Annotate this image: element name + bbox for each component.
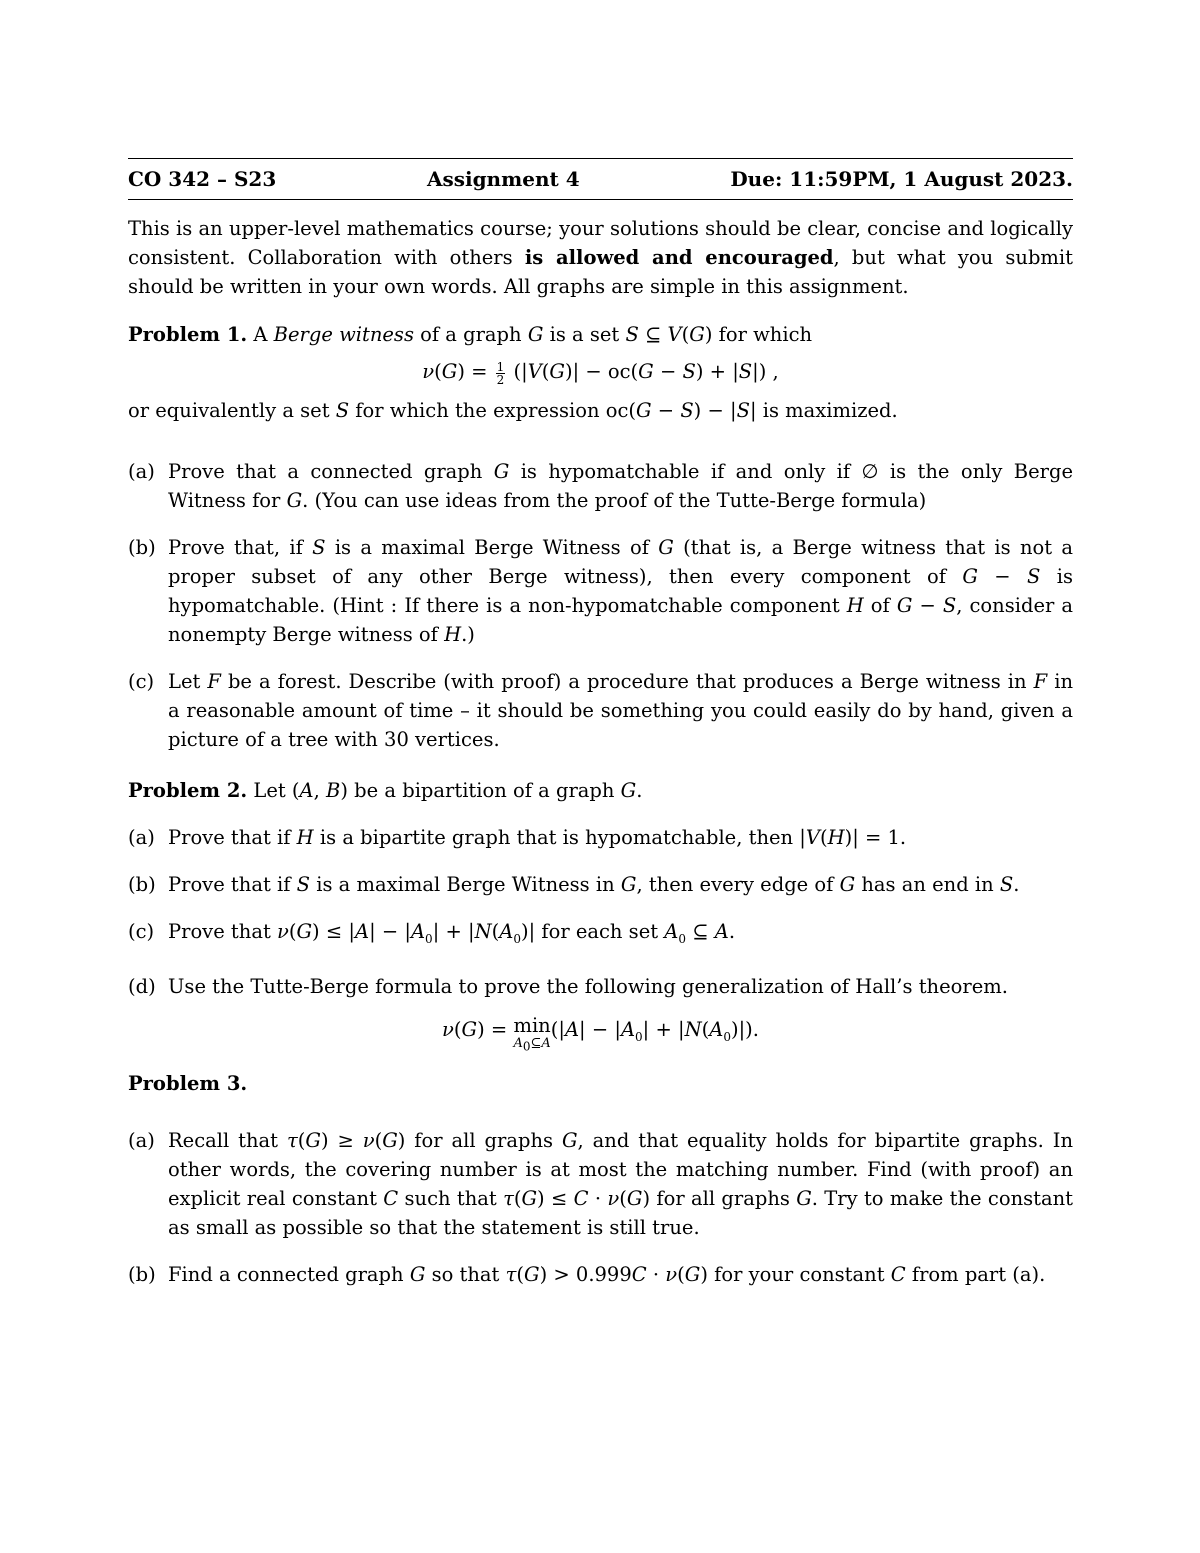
- problem-1b: (b) Prove that, if S is a maximal Berge Witness of G (that is, a Berge witness that is not a proper subset of any other Berge witness), then every component of G − S is hypomatchable. (Hint : If there is a non-hypomatchable component H of G − S, consider a nonempty Berge witness of H.): [128, 536, 1074, 646]
- document-page: [128, 158, 1073, 1289]
- problem-2: [128, 776, 1073, 1053]
- assignment-title: Assignment 4: [426, 166, 580, 191]
- problem-1a: (a) Prove that a connected graph G is hypomatchable if and only if ∅ is the only Berge Witness for G. (You can use ideas from the proof of the Tutte-Berge formula): [128, 460, 1073, 512]
- problem-2b: (b) Prove that if S is a maximal Berge Witness in G, then every edge of G has an end in S.: [128, 873, 1020, 896]
- problem-2c: (c) Prove that $\nu(G) \le |A| - |A_0| + |N(A_0)|$ for each set $A_0$ ⊆ A.: [128, 920, 736, 946]
- bottom-rule: [128, 199, 1073, 200]
- intro-emphasis: is allowed and encouraged: [524, 246, 834, 269]
- problem-1: [128, 320, 1073, 754]
- problem-2d: (d) Use the Tutte-Berge formula to prove the following generalization of Hall’s theorem.: [128, 974, 1008, 998]
- course-code: CO 342 – S23: [128, 166, 277, 191]
- problem-1-title: Problem 1.: [128, 323, 248, 346]
- problem-3-title: Problem 3.: [128, 1072, 248, 1096]
- problem-1c: (c) Let F be a forest. Describe (with proof) a procedure that produces a Berge witness in F in a reasonable amount of time – it should be something you could easily do by hand, given a picture of a tree with 30 vertices.: [128, 670, 1074, 751]
- problem-1-statement: Problem 1. A Berge witness of a graph G is a set S ⊆ V(G) for which: [128, 323, 813, 346]
- problem-3a: (a) Recall that τ(G) ≥ ν(G) for all graphs G, and that equality holds for bipartite graphs. In other words, the covering number is at most the matching number. Find (with proof) an explicit real constant C such that τ(G) ≤ C · ν(G) for all graphs G. Try to make the constant as small as possible so that the statement is still true.: [128, 1129, 1073, 1240]
- problem-1-equivalent: or equivalently a set S for which the expression oc(G − S) − |S| is maximized.: [128, 399, 898, 422]
- problem-2-statement: Problem 2. Let (A, B) be a bipartition of a graph G.: [128, 779, 643, 802]
- hall-formula: ν(G) = min $A_0⊆A$ $(|A| - |A_0| + |N(A_0)|)$.: [442, 1013, 759, 1054]
- problem-2-title: Problem 2.: [128, 779, 248, 802]
- due-date: Due: 11:59PM, 1 August 2023.: [730, 166, 1073, 191]
- problem-3: [128, 1069, 1073, 1289]
- problem-2a: (a) Prove that if H is a bipartite graph that is hypomatchable, then |V(H)| = 1.: [128, 826, 907, 849]
- problem-3b: (b) Find a connected graph G so that τ(G) > 0.999C · ν(G) for your constant C from part (a).: [128, 1263, 1046, 1287]
- intro-paragraph: This is an upper-level mathematics course; your solutions should be clear, concise and logically consistent. Collaboration with others is allowed and encouraged, but what you submit should be written in your own words. All graphs are simple in this assignment.: [128, 217, 1073, 298]
- header: [128, 159, 1073, 199]
- berge-formula: ν(G) = $\frac{1}{2}$ (|V(G)| − oc(G − S) + |S|) ,: [422, 360, 779, 387]
